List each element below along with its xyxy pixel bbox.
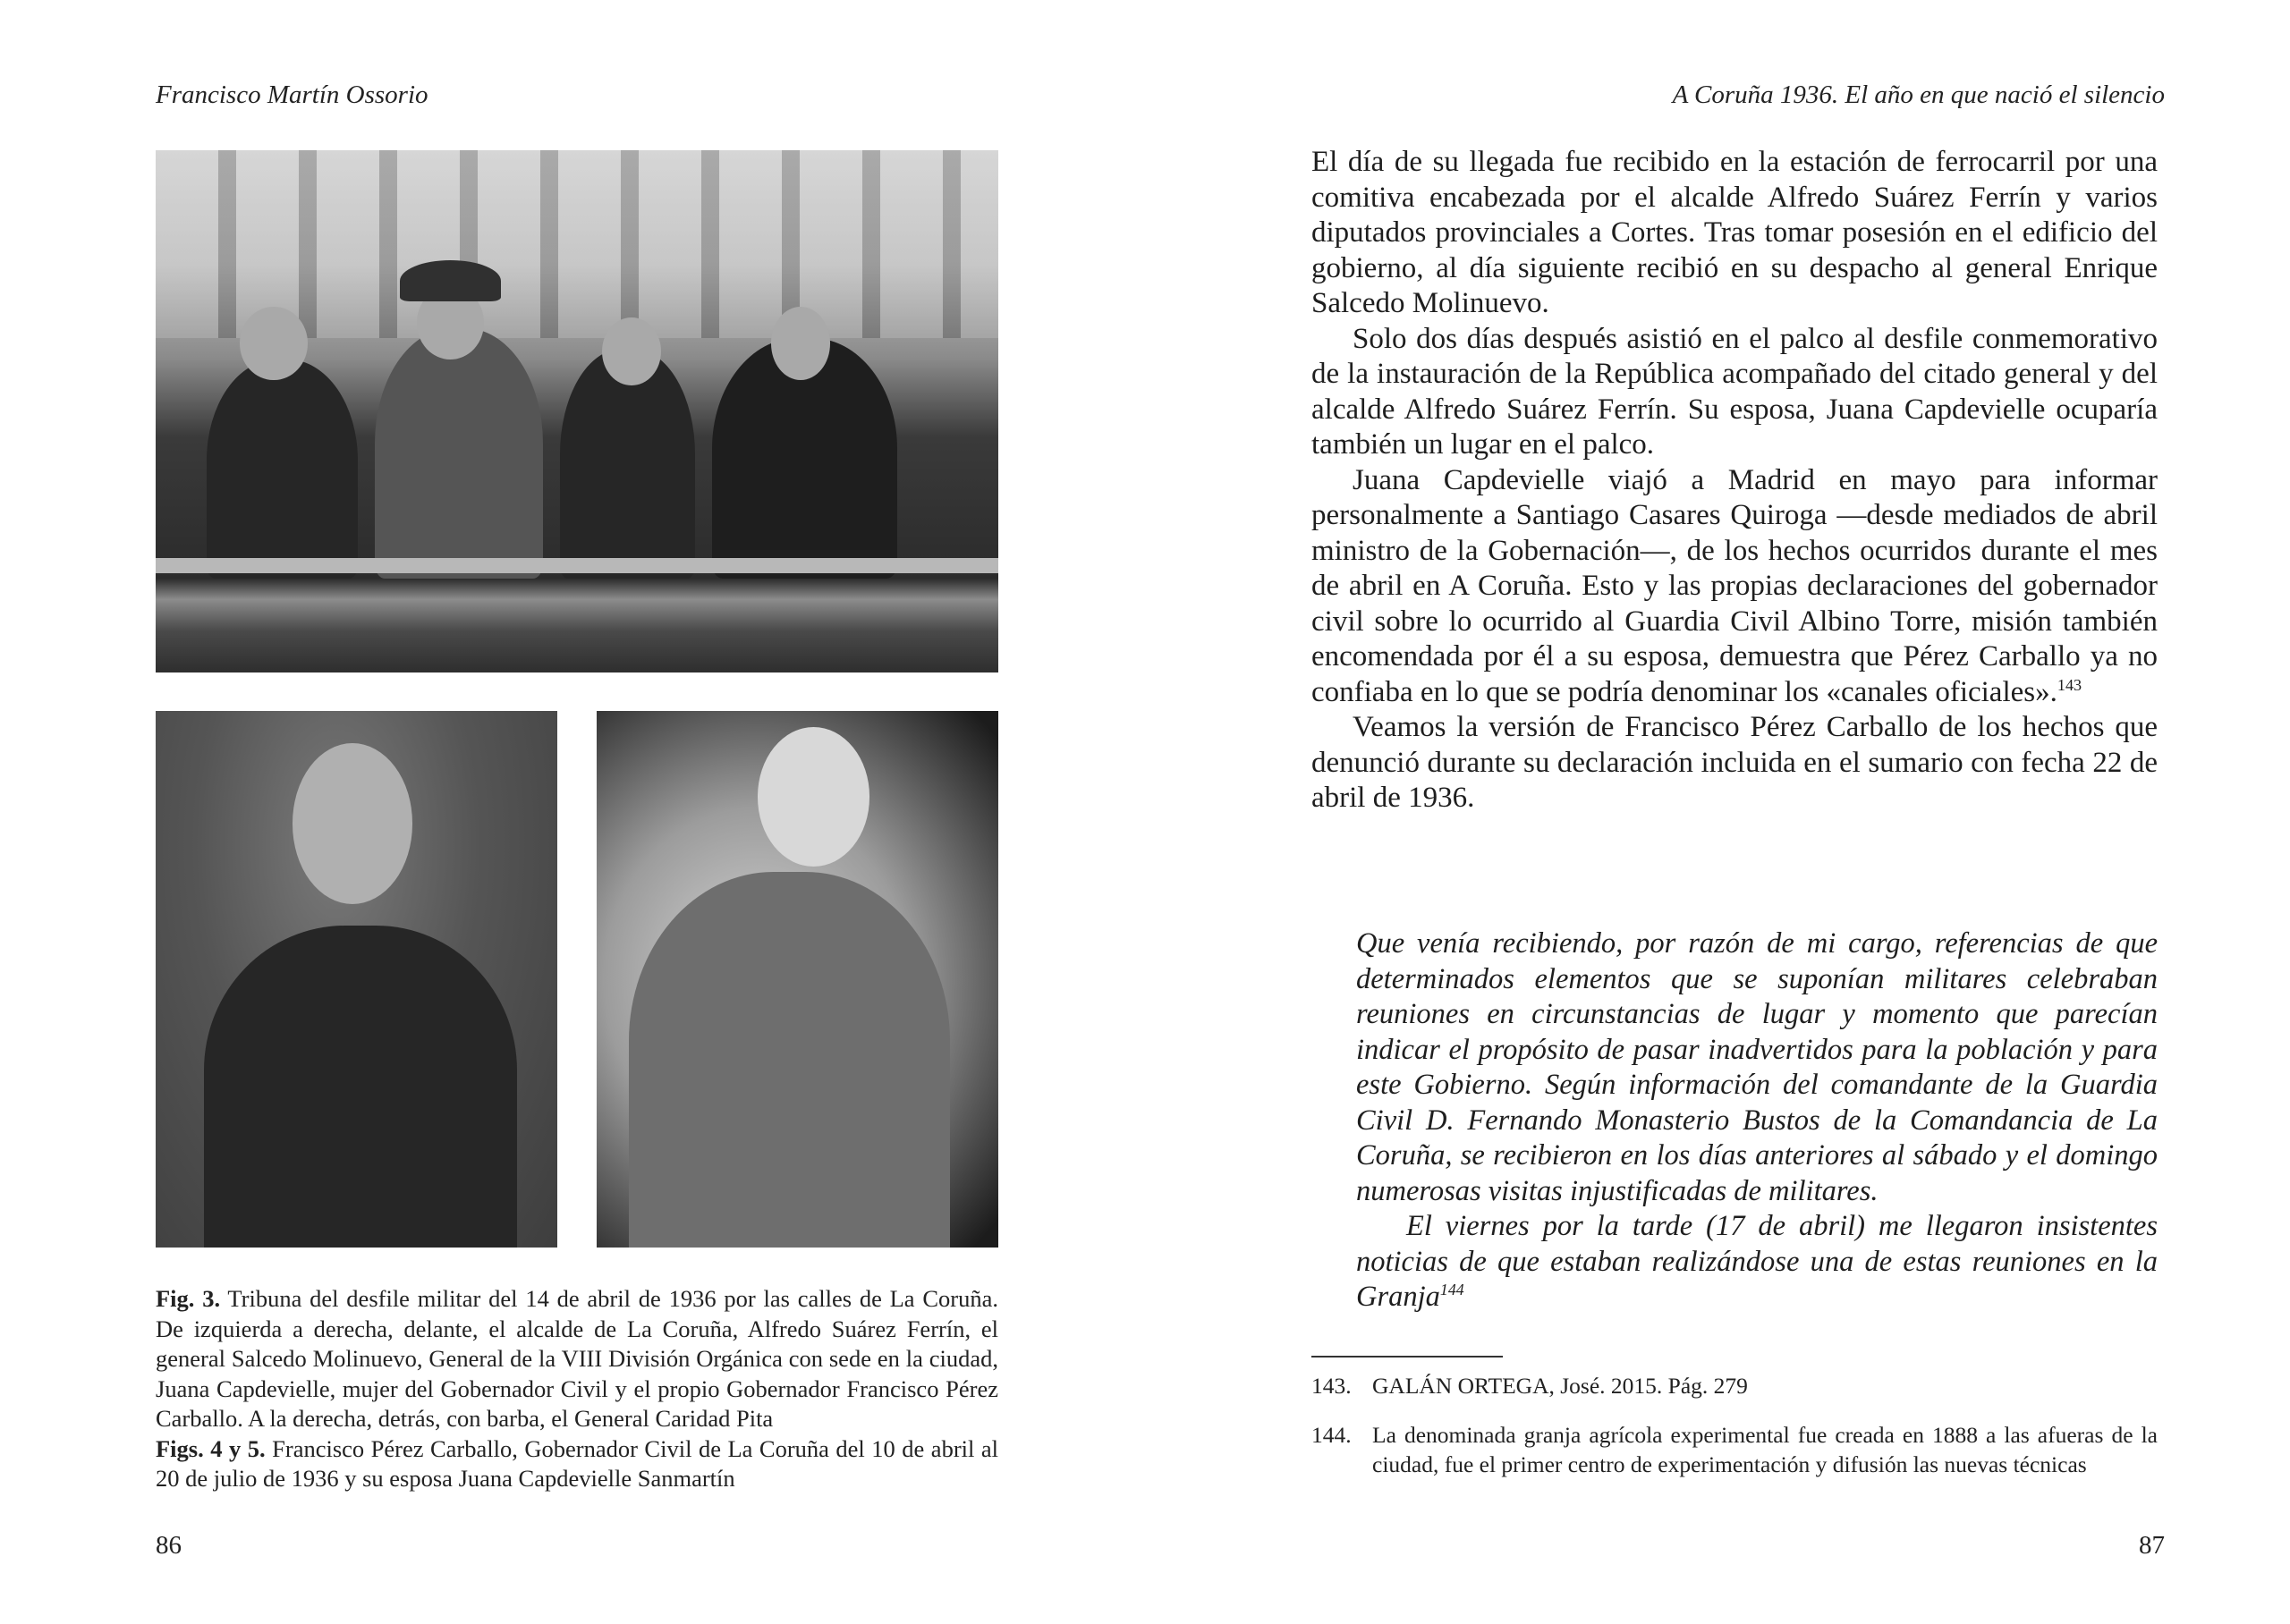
figures-4-5-caption	[156, 1434, 998, 1494]
photo-figure	[758, 727, 870, 867]
running-head-title: A Coruña 1936. El año en que nació el silencio	[1672, 80, 2165, 109]
footnote-144	[1311, 1420, 2158, 1479]
body-text	[1311, 145, 2158, 816]
photo-figure	[375, 328, 543, 579]
body-paragraph: Veamos la versión de Francisco Pérez Carballo de los hechos que denunció durante su declaración incluida en el sumario con fecha 22 de abril de 1936.	[1311, 711, 2158, 814]
figures-4-5-label: Figs. 4 y 5.	[156, 1434, 266, 1462]
quote-paragraph	[1356, 1209, 2158, 1315]
photo-railing	[156, 558, 998, 574]
footnote-143	[1311, 1371, 2158, 1400]
photo-figure	[602, 317, 661, 385]
photo-figure	[400, 260, 501, 302]
figure-5-portrait-photo	[597, 711, 998, 1248]
footnote-reference-144[interactable]: 144	[1439, 1281, 1464, 1299]
quote-paragraph-text: El viernes por la tarde (17 de abril) me llegaron insistentes noticias de que estaban realizándose una de estas reuniones en la Granja	[1356, 1210, 2158, 1313]
running-head-author: Francisco Martín Ossorio	[156, 80, 428, 109]
block-quote	[1356, 926, 2158, 1315]
footnote-number: 143.	[1311, 1373, 1352, 1399]
page-number-right: 87	[2139, 1531, 2165, 1560]
photo-figure	[204, 926, 517, 1248]
footnote-number: 144.	[1311, 1422, 1352, 1448]
body-paragraph: El día de su llegada fue recibido en la estación de ferrocarril por una comitiva encabezada por el alcalde Alfredo Suárez Ferrín y varios diputados provinciales a Cortes. Tras tomar posesión en el edificio del gobierno, al día siguiente recibió en su despacho al general Enrique Salcedo Molinuevo.	[1311, 146, 2158, 319]
footnotes	[1311, 1371, 2158, 1499]
figure-3-label: Fig. 3.	[156, 1285, 221, 1312]
body-paragraph: Solo dos días después asistió en el palco al desfile conmemorativo de la instauración de la República acompañado del citado general y del alcalde Alfredo Suárez Ferrín. Su esposa, Juana Capdevielle ocuparía también un lugar en el palco.	[1311, 322, 2158, 461]
figure-3-caption-text: Tribuna del desfile militar del 14 de abril de 1936 por las calles de La Coruña. De izquierda a derecha, delante, el alcalde de La Coruña, Alfredo Suárez Ferrín, el general Salcedo Molinuevo, General de la VIII División Orgánica con sede en la ciudad, Juana Capdevielle, mujer del Gobernador Civil y el propio Gobernador Francisco Pérez Carballo. A la derecha, detrás, con barba, el General Caridad Pita	[156, 1285, 998, 1432]
figure-3-caption	[156, 1284, 998, 1434]
footnote-separator	[1311, 1356, 1503, 1358]
photo-figure	[771, 307, 830, 380]
photo-figure	[293, 743, 413, 904]
body-paragraph-text: Juana Capdevielle viajó a Madrid en mayo para informar personalmente a Santiago Casares Quiroga —desde mediados de abril ministro de la Gobernación—, de los hechos ocurridos durante el mes de abril en A Coruña. Esto y las propias declaraciones del gobernador civil sobre lo ocurrido al Guardia Civil Albino Torre, misión también encomendada por él a su esposa, demuestra que Pérez Carballo ya no confiaba en lo que se podría denominar los «canales oficiales».	[1311, 463, 2158, 708]
footnote-text: GALÁN ORTEGA, José. 2015. Pág. 279	[1372, 1373, 1748, 1399]
photo-figure	[240, 307, 307, 380]
photo-figure	[207, 359, 359, 579]
body-paragraph	[1311, 463, 2158, 711]
figures-4-5-caption-text: Francisco Pérez Carballo, Gobernador Civil de La Coruña del 10 de abril al 20 de julio de 1936 y su esposa Juana Capdevielle Sanmartín	[156, 1434, 998, 1492]
figure-3-tribune-photo	[156, 150, 998, 672]
figure-4-portrait-photo	[156, 711, 557, 1248]
footnote-text: La denominada granja agrícola experimental fue creada en 1888 a las afueras de la ciudad, fue el primer centro de experimentación y difusión las nuevas técnicas	[1372, 1422, 2158, 1477]
quote-paragraph: Que venía recibiendo, por razón de mi cargo, referencias de que determinados elementos que se suponían militares celebraban reuniones en circunstancias de lugar y momento que parecían indicar el propósito de pasar inadvertidos para la población y para este Gobierno. Según información del comandante de la Guardia Civil D. Fernando Monasterio Bustos de la Comandancia de La Coruña, se recibieron en los días anteriores al sábado y el domingo numerosas visitas injustificadas de militares.	[1356, 927, 2158, 1207]
footnote-reference-143[interactable]: 143	[2057, 675, 2082, 694]
figure-caption	[156, 1284, 998, 1494]
photo-figure	[629, 872, 950, 1248]
page-number-left: 86	[156, 1531, 182, 1560]
